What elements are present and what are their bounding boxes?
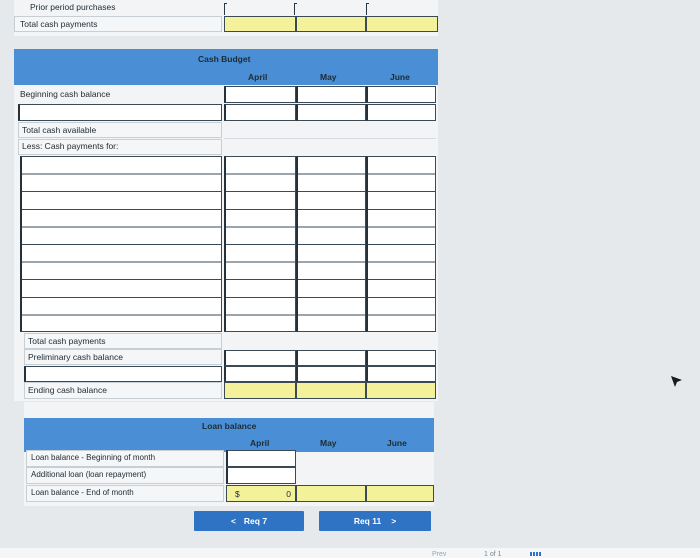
cash-budget-col-june: June — [390, 72, 410, 82]
mouse-cursor-icon — [670, 375, 684, 389]
prev-req-label: Req 7 — [243, 516, 268, 526]
footer-prev-link[interactable]: Prev — [432, 551, 447, 558]
preliminary-cash-may-input[interactable] — [296, 350, 366, 366]
chevron-left-icon: < — [230, 516, 236, 526]
loan-balance-col-may: May — [320, 438, 337, 448]
ending-cash-balance-label: Ending cash balance — [28, 385, 107, 395]
next-req-label: Req 11 — [353, 516, 382, 526]
loan-beginning-label: Loan balance - Beginning of month — [31, 453, 156, 462]
payment-june-column[interactable] — [366, 156, 436, 332]
total-cash-payments-label: Total cash payments — [28, 336, 106, 346]
receipts-label-input[interactable] — [18, 104, 222, 121]
payment-april-column[interactable] — [224, 156, 296, 332]
bottom-strip — [0, 548, 700, 558]
loan-balance-col-april: April — [250, 438, 270, 448]
loan-end-june-cell — [366, 485, 434, 502]
receipts-april-input[interactable] — [224, 104, 296, 121]
footer-page-indicator: 1 of 1 — [484, 551, 502, 558]
loan-end-april-value: 0 — [286, 489, 291, 499]
loan-additional-label: Additional loan (loan repayment) — [31, 470, 147, 479]
beginning-cash-june-input[interactable] — [366, 86, 436, 103]
payments-input-grid — [20, 156, 436, 332]
currency-symbol: $ — [235, 489, 240, 499]
receipts-may-input[interactable] — [296, 104, 366, 121]
financing-april-input[interactable] — [224, 366, 296, 382]
preliminary-cash-june-input[interactable] — [366, 350, 436, 366]
ending-cash-may-input[interactable] — [296, 382, 366, 399]
ending-cash-april-input[interactable] — [224, 382, 296, 399]
financing-may-input[interactable] — [296, 366, 366, 382]
cash-budget-title: Cash Budget — [198, 54, 251, 64]
chevron-right-icon: > — [391, 516, 397, 526]
grid-icon[interactable] — [530, 552, 542, 556]
cash-budget-col-may: May — [320, 72, 337, 82]
input-cursor-april[interactable] — [224, 3, 227, 15]
total-cash-payments-may-input[interactable] — [296, 16, 366, 32]
loan-end-april-cell — [226, 485, 296, 502]
next-req-button[interactable] — [319, 511, 431, 531]
receipts-june-input[interactable] — [366, 104, 436, 121]
financing-label-input[interactable] — [24, 366, 222, 382]
ending-cash-june-input[interactable] — [366, 382, 436, 399]
loan-balance-col-june: June — [387, 438, 407, 448]
loan-end-may-cell — [296, 485, 366, 502]
input-cursor-june[interactable] — [366, 3, 369, 15]
cash-budget-col-april: April — [248, 72, 268, 82]
less-cash-payments-label: Less: Cash payments for: — [22, 141, 119, 151]
financing-june-input[interactable] — [366, 366, 436, 382]
beginning-cash-april-input[interactable] — [224, 86, 296, 103]
loan-additional-april-input[interactable] — [226, 467, 296, 484]
divider — [224, 138, 436, 139]
beginning-cash-balance-label: Beginning cash balance — [20, 89, 111, 99]
beginning-cash-may-input[interactable] — [296, 86, 366, 103]
total-cash-payments-june-input[interactable] — [366, 16, 438, 32]
preliminary-cash-balance-label: Preliminary cash balance — [28, 352, 123, 362]
loan-balance-title: Loan balance — [202, 421, 257, 431]
payment-labels-column[interactable] — [20, 156, 222, 332]
input-cursor-may[interactable] — [294, 3, 297, 15]
total-cash-payments-label-top: Total cash payments — [20, 19, 98, 29]
prev-req-button[interactable] — [194, 511, 304, 531]
loan-end-label: Loan balance - End of month — [31, 488, 134, 497]
total-cash-available-label: Total cash available — [22, 125, 97, 135]
prior-period-purchases-label: Prior period purchases — [30, 2, 116, 12]
loan-beginning-april-input[interactable] — [226, 450, 296, 467]
total-cash-payments-april-input[interactable] — [224, 16, 296, 32]
preliminary-cash-april-input[interactable] — [224, 350, 296, 366]
payment-may-column[interactable] — [296, 156, 366, 332]
